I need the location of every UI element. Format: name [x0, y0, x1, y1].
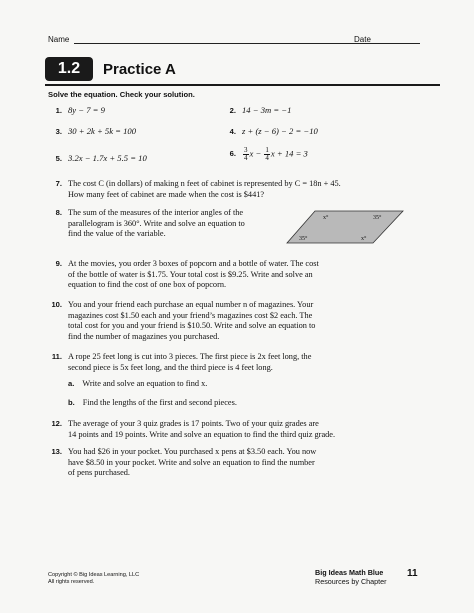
angle-label-top-right: 35°: [373, 215, 382, 221]
problem-12: 12. The average of your 3 quiz grades is 17 points. Two of your quiz grades are 14 points and 19 points. Write and solve an equation to find the third quiz grade.: [51, 419, 336, 439]
date-label: Date: [354, 35, 371, 44]
problem-9: 9. At the movies, you order 3 boxes of popcorn and a bottle of water. The cost of the bottle of water is $1.75. Your total cost is $9.25. Write and solve an equation to find the cost of one box of popcorn.: [55, 259, 319, 290]
parallelogram-figure: [285, 208, 405, 246]
equation-1: 1. 8y − 7 = 9: [55, 105, 105, 115]
header-divider: [45, 84, 440, 86]
angle-label-top-left: x°: [323, 215, 329, 221]
fraction-3-4: $\frac{3}{4}$: [244, 146, 248, 162]
angle-label-bottom-right: x°: [361, 236, 367, 242]
equation-6: 6. $\frac{3}{4}$ x − $\frac{1}{4}$ x + 14 = 3: [229, 146, 308, 162]
section-badge: 1.2: [45, 57, 93, 81]
page-number: 11: [407, 568, 418, 579]
name-date-line: [48, 35, 438, 47]
problem-8: 8. The sum of the measures of the interior angles of the parallelogram is 360°. Write and solve an equation to find the value of the variable.: [55, 208, 245, 239]
fraction-1-4: $\frac{1}{4}$: [265, 146, 269, 162]
section-header: [45, 55, 440, 83]
date-field[interactable]: [375, 35, 420, 44]
problem-13: 13. You had $26 in your pocket. You purchased x pens at $3.50 each. You now have $8.50 in your pocket. Write and solve an equation to find the number of pens purchased.: [51, 447, 317, 478]
problem-11a: a. Write and solve an equation to find x.: [68, 379, 208, 388]
footer-book-info: Big Ideas Math Blue Resources by Chapter: [315, 568, 387, 586]
problem-11: 11. A rope 25 feet long is cut into 3 pieces. The first piece is 2x feet long, the second piece is 5x feet long, and the third piece is 4 feet long.: [51, 352, 312, 372]
equation-4: 4. z + (z − 6) − 2 = −10: [229, 126, 318, 136]
footer-copyright: Copyright © Big Ideas Learning, LLC All rights reserved.: [48, 572, 140, 585]
name-label: Name: [48, 35, 70, 44]
equation-5: 5. 3.2x − 1.7x + 5.5 = 10: [55, 153, 147, 163]
problem-10: 10. You and your friend each purchase an equal number n of magazines. Your magazines cost $1.50 each and your friend’s magazines cost $2 each. The total cost for you and your friend is $10.50. Write and solve an equation to find the number of magazines you purchased.: [51, 300, 316, 341]
problem-11b: b. Find the lengths of the first and second pieces.: [68, 398, 237, 407]
equation-2: 2. 14 − 3m = −1: [229, 105, 292, 115]
problem-7: 7. The cost C (in dollars) of making n feet of cabinet is represented by C = 18n + 45. How many feet of cabinet are made when the cost is $441?: [55, 179, 341, 199]
page-title: Practice A: [103, 60, 176, 78]
name-field[interactable]: [74, 35, 376, 44]
equation-3: 3. 30 + 2k + 5k = 100: [55, 126, 136, 136]
instructions: Solve the equation. Check your solution.: [48, 90, 195, 99]
angle-label-bottom-left: 35°: [299, 236, 308, 242]
